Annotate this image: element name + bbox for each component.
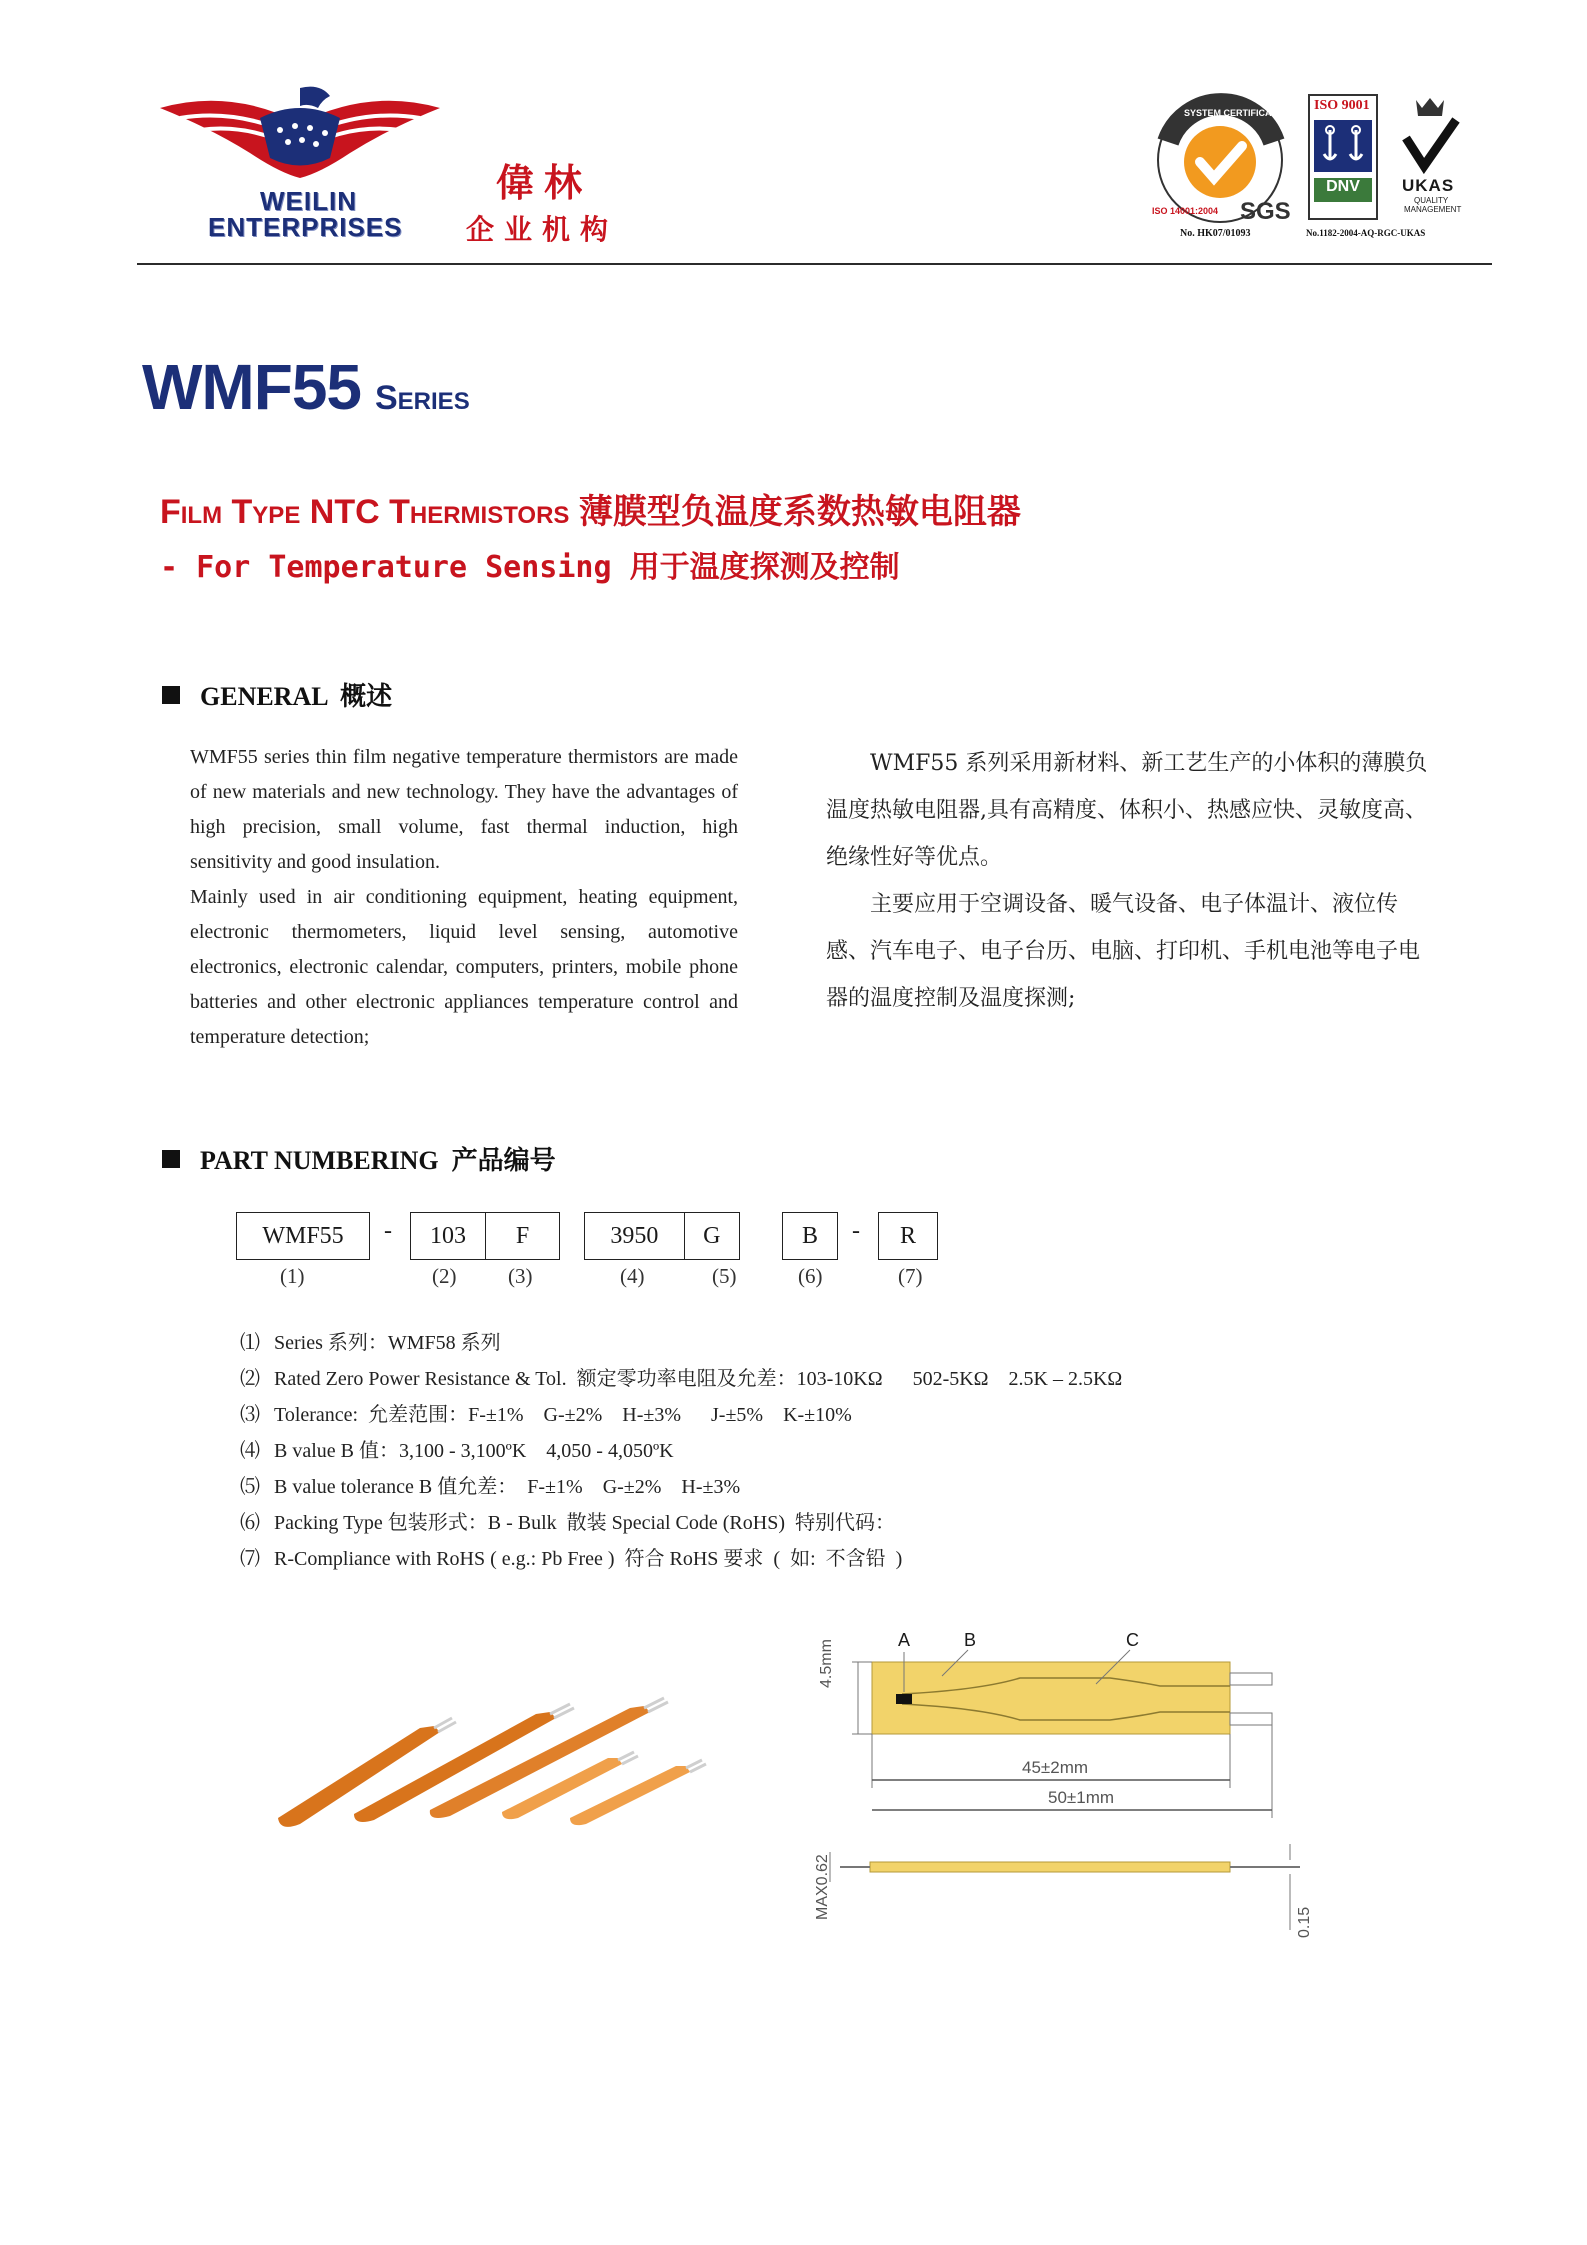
company-name-en-line1: WEILIN <box>260 186 357 216</box>
pn-index-7: (7) <box>898 1264 923 1288</box>
pn-rohs-box <box>878 1212 938 1260</box>
pn-resistance-code: 103 <box>430 1222 466 1249</box>
def-text: Series 系列：WMF58 系列 <box>274 1332 501 1354</box>
company-name-cn-line1: 偉林 <box>496 160 593 205</box>
part-numbering-heading-text: PART NUMBERING 产品编号 <box>200 1146 556 1175</box>
pn-index-3: (3) <box>508 1264 533 1288</box>
pn-bvalue-box <box>584 1212 740 1260</box>
anchor-icon <box>1314 120 1372 172</box>
def-text: Rated Zero Power Resistance & Tol. 额定零功率电阻及允差：103-10KΩ 502-5KΩ 2.5K – 2.5KΩ <box>274 1368 1123 1390</box>
iso9001-label: ISO 9001 <box>1314 98 1370 113</box>
dnv-label: DNV <box>1314 178 1372 202</box>
label-b: B <box>964 1630 977 1650</box>
def-number: ⑺ <box>240 1548 260 1570</box>
pn-definition-6 <box>240 1506 895 1535</box>
pn-packing-box <box>782 1212 838 1260</box>
general-cn-paragraph-1: WMF55 系列采用新材料、新工艺生产的小体积的薄膜负温度热敏电阻器,具有高精度、体积小、热感应快、灵敏度高、绝缘性好等优点。 <box>826 751 1428 870</box>
label-c: C <box>1126 1630 1139 1650</box>
def-number: ⑹ <box>240 1512 260 1534</box>
dnv-cert-number: No.1182-2004-AQ-RGC-UKAS <box>1306 228 1426 238</box>
general-heading-text: GENERAL 概述 <box>200 682 393 711</box>
label-a: A <box>898 1630 911 1650</box>
pn-dash-2: - <box>852 1218 860 1244</box>
def-text: R-Compliance with RoHS ( e.g.: Pb Free ) 符合 RoHS 要求 ( 如: 不含铅 ) <box>274 1548 903 1570</box>
iso9001-certification-badge <box>1308 94 1478 244</box>
general-cn-paragraph-2: 主要应用于空调设备、暖气设备、电子体温计、液位传感、汽车电子、电子台历、电脑、打印机、手机电池等电子电器的温度控制及温度探测; <box>826 892 1421 1011</box>
sgs-certification-badge <box>1148 90 1298 245</box>
pn-dash-1: - <box>384 1218 392 1244</box>
def-text: Packing Type 包装形式：B - Bulk 散装 Special Code (RoHS) 特别代码： <box>274 1512 895 1534</box>
sgs-brand: SGS <box>1240 198 1291 225</box>
dimension-drawing-svg <box>800 1620 1320 1940</box>
ukas-sub1: QUALITY <box>1414 196 1449 205</box>
sgs-iso-text: ISO 14001:2004 <box>1152 206 1219 216</box>
def-text: Tolerance: 允差范围：F-±1% G-±2% H-±3% J-±5% K-±10% <box>274 1404 852 1426</box>
pn-index-5: (5) <box>712 1264 737 1288</box>
bullet-square-icon <box>162 686 180 704</box>
pn-index-6: (6) <box>798 1264 823 1288</box>
def-number: ⑸ <box>240 1476 260 1498</box>
pn-index-2: (2) <box>432 1264 457 1288</box>
pn-resistance-tolerance-box <box>410 1212 560 1260</box>
series-suffix: Series <box>375 379 470 417</box>
general-cn-text <box>826 740 1436 1022</box>
pn-definition-2 <box>240 1362 1122 1391</box>
company-name-en-line2: ENTERPRISES <box>208 212 403 242</box>
product-subtitle-2: - For Temperature Sensing 用于温度探测及控制 <box>160 550 900 585</box>
def-text: B value tolerance B 值允差： F-±1% G-±2% H-±3% <box>274 1476 741 1498</box>
dim-body-length: 45±2mm <box>1022 1758 1089 1777</box>
product-subtitle: Film Type NTC Thermistors 薄膜型负温度系数热敏电阻器 <box>160 493 1021 531</box>
pn-packing-code: B <box>801 1222 818 1249</box>
eagle-flag-emblem <box>150 78 450 188</box>
sgs-ring-text: SYSTEM CERTIFICATION <box>1184 108 1293 118</box>
def-number: ⑷ <box>240 1440 260 1462</box>
def-number: ⑵ <box>240 1368 260 1390</box>
dim-total-length: 50±1mm <box>1048 1788 1115 1807</box>
pn-tolerance-code: F <box>485 1213 559 1259</box>
company-logo <box>150 78 450 248</box>
crown-check-icon <box>1400 94 1460 174</box>
dim-lead-thickness: 0.15 <box>1296 1906 1313 1938</box>
pn-btolerance-code: G <box>684 1213 739 1259</box>
dim-width: 4.5mm <box>818 1639 835 1688</box>
def-number: ⑴ <box>240 1332 260 1354</box>
dimension-drawing <box>800 1620 1320 1940</box>
general-heading <box>162 676 392 713</box>
general-en-text <box>190 740 738 1055</box>
part-numbering-heading <box>162 1140 556 1177</box>
pn-series-code: WMF55 <box>262 1222 344 1249</box>
pn-definition-7 <box>240 1542 902 1571</box>
pn-series-box <box>236 1212 370 1260</box>
series-name: WMF55 <box>142 351 361 423</box>
pn-bvalue-code: 3950 <box>610 1222 659 1249</box>
ukas-sub2: MANAGEMENT <box>1404 205 1462 214</box>
pn-definition-4 <box>240 1434 674 1463</box>
thermistor-strip-4 <box>502 1752 638 1819</box>
pn-index-4: (4) <box>620 1264 645 1288</box>
pn-definition-1 <box>240 1326 501 1355</box>
product-photo <box>270 1680 720 1840</box>
pn-rohs-code: R <box>899 1222 916 1249</box>
def-text: B value B 值：3,100 - 3,100ºK 4,050 - 4,050ºK <box>274 1440 674 1462</box>
bullet-square-icon <box>162 1150 180 1168</box>
general-en-paragraph-1: WMF55 series thin film negative temperature thermistors are made of new materials and new technology. They have the advantages of high precision, small volume, fast thermal induction, high sensitivity and good insulation. <box>190 746 738 873</box>
general-en-paragraph-2: Mainly used in air conditioning equipment, heating equipment, electronic thermometers, liquid level sensing, automotive electronics, electronic calendar, computers, printers, mobile phone batteries and other electronic appliances temperature control and temperature detection; <box>190 886 738 1048</box>
def-number: ⑶ <box>240 1404 260 1426</box>
series-title <box>142 350 470 424</box>
pn-definition-5 <box>240 1470 740 1499</box>
dim-thickness: MAX0.62 <box>814 1854 831 1920</box>
pn-index-1: (1) <box>280 1264 305 1288</box>
company-name-cn-line2: 企业机构 <box>466 213 619 246</box>
pn-definition-3 <box>240 1398 852 1427</box>
ukas-label: UKAS <box>1402 176 1455 195</box>
sgs-cert-number: No. HK07/01093 <box>1180 228 1251 239</box>
header-divider <box>137 263 1492 265</box>
